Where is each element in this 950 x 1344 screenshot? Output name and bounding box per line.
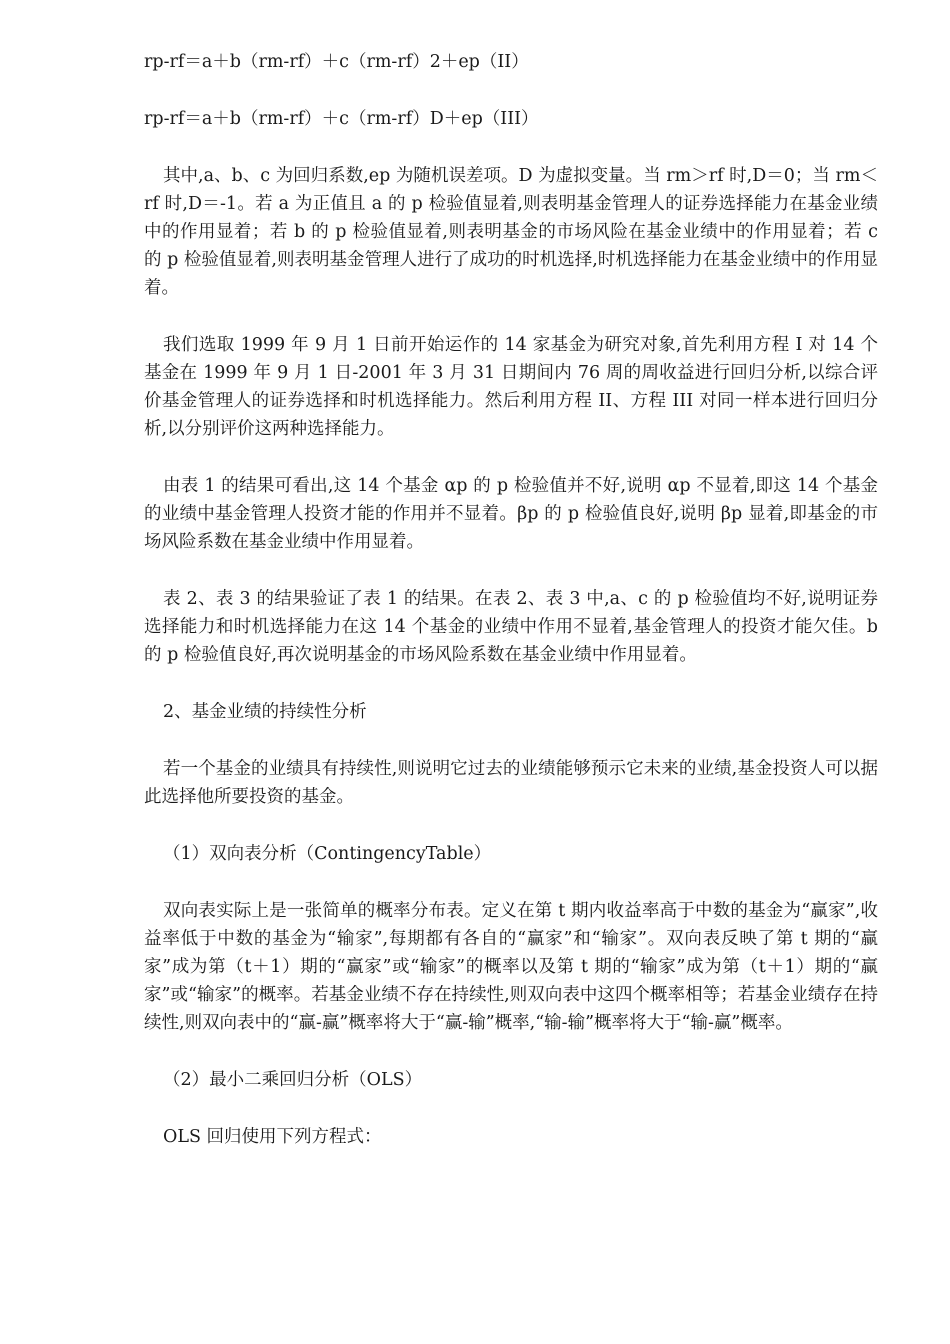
- section-heading-persistence: 2、基金业绩的持续性分析: [163, 702, 367, 722]
- paragraph-persistence: 若一个基金的业绩具有持续性,则说明它过去的业绩能够预示它未来的业绩,基金投资人可以据此选择他所要投资的基金。: [144, 759, 878, 807]
- paragraph-table2-3-result: 表 2、表 3 的结果验证了表 1 的结果。在表 2、表 3 中,a、c 的 p 检验值均不好,说明证券选择能力和时机选择能力在这 14 个基金的业绩中作用不显着,基金管理人的投资才能欠佳。b 的 p 检验值良好,再次说明基金的市场风险系数在基金业绩中作用显着。: [144, 589, 878, 665]
- paragraph-table1-result: 由表 1 的结果可看出,这 14 个基金 αp 的 p 检验值并不好,说明 αp 不显着,即这 14 个基金的业绩中基金管理人投资才能的作用并不显着。βp 的 p 检验值良好,说明 βp 显着,即基金的市场风险系数在基金业绩中作用显着。: [144, 476, 878, 552]
- paragraph-sample: 我们选取 1999 年 9 月 1 日前开始运作的 14 家基金为研究对象,首先利用方程 I 对 14 个基金在 1999 年 9 月 1 日-2001 年 3 月 31 日期间内 76 周的周收益进行回归分析,以综合评价基金管理人的证券选择和时机选择能力。然后利用方程 II、方程 III 对同一样本进行回归分析,以分别评价这两种选择能力。: [144, 335, 878, 439]
- equation-iii: rp-rf＝a＋b（rm-rf）＋c（rm-rf）D＋ep（III）: [144, 109, 539, 129]
- subheading-ols: （2）最小二乘回归分析（OLS）: [163, 1070, 423, 1090]
- paragraph-contingency-table: 双向表实际上是一张简单的概率分布表。定义在第 t 期内收益率高于中数的基金为“赢家”,收益率低于中数的基金为“输家”,每期都有各自的“赢家”和“输家”。双向表反映了第 t 期的“赢家”成为第（t＋1）期的“赢家”或“输家”的概率以及第 t 期的“输家”成为第（t＋1）期的“赢家”或“输家”的概率。若基金业绩不存在持续性,则双向表中这四个概率相等；若基金业绩存在持续性,则双向表中的“赢-赢”概率将大于“赢-输”概率,“输-输”概率将大于“输-赢”概率。: [144, 901, 878, 1033]
- equation-ii: rp-rf＝a＋b（rm-rf）＋c（rm-rf）2＋ep（II）: [144, 52, 529, 72]
- subheading-contingency-table: （1）双向表分析（ContingencyTable）: [163, 844, 492, 864]
- paragraph-ols-intro: OLS 回归使用下列方程式：: [163, 1127, 382, 1147]
- paragraph-coefficients: 其中,a、b、c 为回归系数,ep 为随机误差项。D 为虚拟变量。当 rm＞rf 时,D＝0；当 rm＜rf 时,D＝-1。若 a 为正值且 a 的 p 检验值显着,则表明基金管理人的证券选择能力在基金业绩中的作用显着；若 b 的 p 检验值显着,则表明基金的市场风险在基金业绩中的作用显着；若 c 的 p 检验值显着,则表明基金管理人进行了成功的时机选择,时机选择能力在基金业绩中的作用显着。: [144, 166, 878, 298]
- document-page: [144, 48, 878, 1180]
